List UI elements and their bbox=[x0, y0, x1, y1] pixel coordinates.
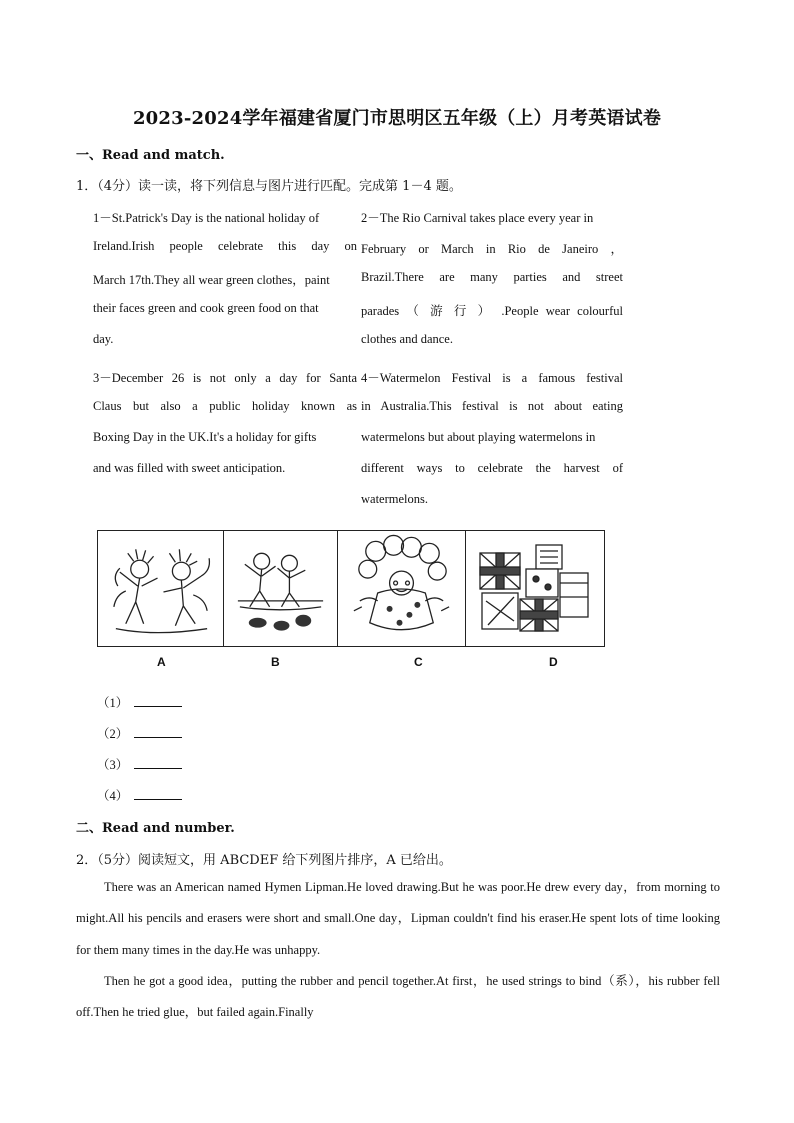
passage-line: Ireland.Irish people celebrate this day on bbox=[93, 239, 357, 253]
picture-label-a: A bbox=[157, 655, 166, 669]
passage-line: clothes and dance. bbox=[361, 332, 453, 346]
clown-balloons-icon bbox=[338, 531, 465, 646]
passage-line: February or March in Rio de Janeiro ， bbox=[361, 242, 623, 256]
passage-line: in Australia.This festival is not about eating bbox=[361, 399, 623, 413]
answer-input-2[interactable] bbox=[134, 725, 182, 738]
story-paragraph-2: Then he got a good idea，putting the rubber and pencil together.At first，he used strings to bind（系），his rubber fell off.Then he tried glue，but failed again.Finally bbox=[76, 974, 720, 1020]
passage-line: Claus but also a public holiday known as bbox=[93, 399, 357, 413]
passage-line: 1－St.Patrick's Day is the national holiday of bbox=[93, 211, 320, 225]
picture-label-c: C bbox=[414, 655, 423, 669]
passage-line: 2－The Rio Carnival takes place every year in bbox=[361, 211, 594, 225]
picture-a bbox=[98, 531, 224, 646]
passage-line: and was filled with sweet anticipation. bbox=[93, 461, 286, 475]
page-title: 2023-2024学年福建省厦门市思明区五年级（上）月考英语试卷 bbox=[132, 108, 662, 129]
passage-line: Boxing Day in the UK.It's a holiday for gifts bbox=[93, 430, 317, 444]
dancers-icon bbox=[98, 531, 223, 646]
answer-input-3[interactable] bbox=[134, 756, 182, 769]
passage-line: 4－Watermelon Festival is a famous festival bbox=[361, 371, 623, 385]
passage-line: their faces green and cook green food on that bbox=[93, 301, 319, 315]
answer-number: （4） bbox=[97, 789, 129, 803]
answer-number: （2） bbox=[97, 727, 129, 741]
watermelon-players-icon bbox=[224, 531, 337, 646]
picture-label-d: D bbox=[549, 655, 558, 669]
passage-line: different ways to celebrate the harvest of bbox=[361, 461, 623, 475]
question1-instruction: 1．（4分）读一读，将下列信息与图片进行匹配。完成第 1－4 题。 bbox=[76, 179, 462, 194]
answer-blank-1 bbox=[97, 693, 182, 711]
passage-line: watermelons but about playing watermelons in bbox=[361, 430, 596, 444]
section2-heading: 二、Read and number. bbox=[76, 821, 235, 836]
answer-input-4[interactable] bbox=[134, 787, 182, 800]
passage-line: parades （ 游 行 ） .People wear colourful bbox=[361, 304, 623, 318]
section1-heading: 一、Read and match. bbox=[76, 148, 225, 163]
passage-line: March 17th.They all wear green clothes，paint bbox=[93, 273, 330, 287]
passage-line: Brazil.There are many parties and street bbox=[361, 270, 623, 284]
answer-number: （1） bbox=[97, 696, 129, 710]
passage-line: day. bbox=[93, 332, 114, 346]
answer-blank-4 bbox=[97, 786, 182, 804]
question2-instruction: 2．（5分）阅读短文，用 ABCDEF 给下列图片排序，A 已给出。 bbox=[76, 853, 452, 868]
picture-c bbox=[338, 531, 466, 646]
picture-label-b: B bbox=[271, 655, 280, 669]
gift-boxes-icon bbox=[466, 531, 604, 646]
passage-line: watermelons. bbox=[361, 492, 428, 506]
answer-blank-2 bbox=[97, 724, 182, 742]
picture-b bbox=[224, 531, 338, 646]
picture-strip bbox=[97, 530, 605, 647]
picture-d bbox=[466, 531, 604, 646]
answer-input-1[interactable] bbox=[134, 694, 182, 707]
passage-line: 3－December 26 is not only a day for Santa bbox=[93, 371, 357, 385]
story-paragraph-1: There was an American named Hymen Lipman.He loved drawing.But he was poor.He drew every day，from morning to might.All his pencils and erasers were short and small.One day，Lipman couldn't find his eraser.He spent lots of time looking for them many times in the day.He was unhappy. bbox=[76, 880, 720, 957]
answer-blank-3 bbox=[97, 755, 182, 773]
answer-number: （3） bbox=[97, 758, 129, 772]
